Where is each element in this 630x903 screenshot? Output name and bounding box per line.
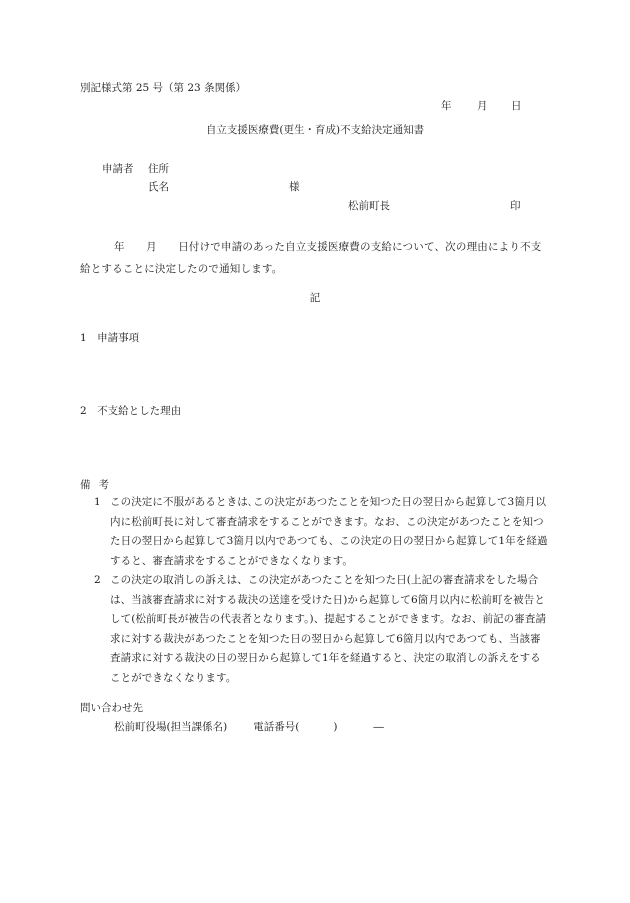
date-year: 年 xyxy=(441,100,452,112)
honorific: 様 xyxy=(289,181,300,193)
notes-heading: 備考 xyxy=(80,479,117,491)
item-application-matter: 1 申請事項 xyxy=(80,332,140,344)
note-1-number: 1 xyxy=(94,496,101,508)
note-2-text: この決定の取消しの訴えは、この決定があつたことを知つた日(上記の審査請求をした場合は、当該審査請求に対する裁決の送達を受けた日)から起算して6箇月以内に松前町を被告として(松前町長が被告の代表者となります。)、提起することができます。なお、前記の審査請求に対する裁決があつたことを知つた日の翌日から起算して6箇月以内であつても、当該審査請求に対する裁決の日の翌日から起算して1年を経過すると、決定の取消しの訴えをすることができなくなります。 xyxy=(110,574,547,684)
note-1-text: この決定に不服があるときは､この決定があつたことを知つた日の翌日から起算して3箇月以内に松前町長に対して審査請求をすることができます。なお、この決定があつたことを知つた日の翌日から起算して3箇月以内であつても、この決定の日の翌日から起算して1年を経過すると、審査請求をすることができなくなります。 xyxy=(110,496,548,567)
seal-mark: 印 xyxy=(510,200,521,212)
date-month: 月 xyxy=(477,100,488,112)
item-reason: 2 不支給とした理由 xyxy=(80,405,182,417)
note-2-number: 2 xyxy=(94,574,101,586)
date-line xyxy=(441,100,522,114)
office-name: 松前町役場(担当課係名) xyxy=(114,721,228,733)
body-paragraph: 年 月 日付けで申請のあった自立支援医療費の支給について、次の理由により不支給とすることに決定したので通知します。 xyxy=(80,241,542,275)
issuer-name: 松前町長 xyxy=(348,200,390,212)
contact-line xyxy=(114,721,384,735)
name-label: 氏名 xyxy=(148,181,169,193)
date-day: 日 xyxy=(511,100,522,112)
address-label: 住所 xyxy=(148,163,169,175)
document-title: 自立支援医療費(更生・育成)不支給決定通知書 xyxy=(205,124,425,136)
inquiry-heading: 問い合わせ先 xyxy=(80,702,143,714)
phone-dash: ― xyxy=(373,721,384,733)
ki-heading: 記 xyxy=(309,292,321,304)
note-1 xyxy=(94,493,548,571)
phone-label: 電話番号( xyxy=(253,721,300,733)
phone-close: ) xyxy=(333,721,338,733)
applicant-label: 申請者 xyxy=(102,163,134,175)
form-number: 別記様式第 25 号（第 23 条関係） xyxy=(80,82,247,94)
note-2 xyxy=(94,571,548,688)
